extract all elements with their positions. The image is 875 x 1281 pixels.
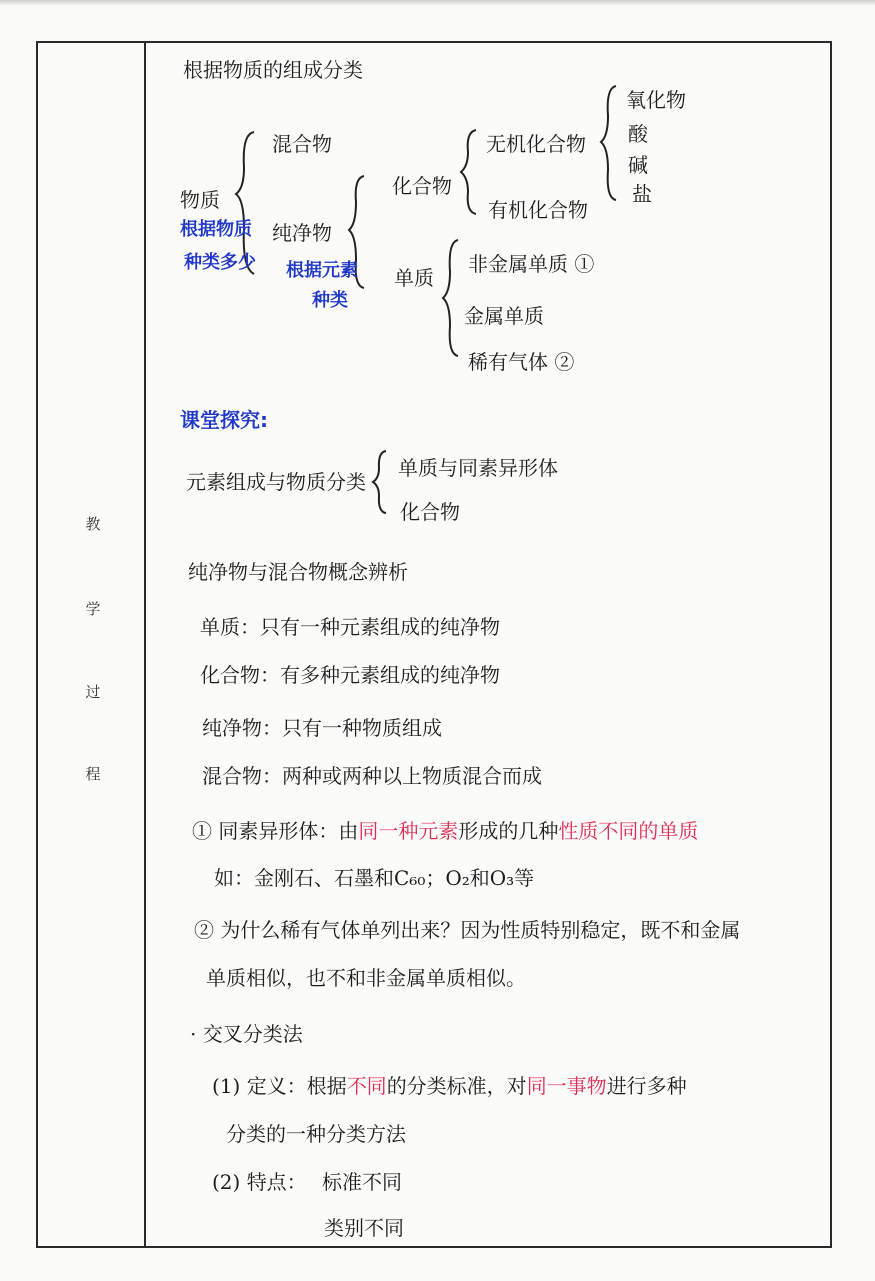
lesson-table — [36, 41, 832, 1248]
allotrope-prefix: ① 同素异形体：由 — [192, 819, 359, 843]
classify-item: 单质与同素异形体 — [398, 456, 558, 480]
explore-heading: 课堂探究: — [180, 408, 268, 432]
side-label-char: 过 — [85, 683, 101, 701]
pure-note-line: 种类 — [312, 290, 348, 311]
def-highlight: 不同 — [346, 1074, 387, 1098]
salt-label: 盐 — [632, 182, 652, 206]
nonmetal-element-label: 非金属单质 ① — [468, 252, 595, 276]
side-label-char: 教 — [85, 515, 101, 533]
cross-feature-line: 标准不同 — [322, 1170, 402, 1194]
allotrope-note — [192, 815, 698, 844]
side-label-char: 学 — [85, 600, 101, 618]
matter-label: 物质 — [180, 188, 220, 212]
concepts-heading: 纯净物与混合物概念辨析 — [188, 560, 408, 584]
allotrope-highlight: 同一种元素 — [358, 819, 459, 843]
acid-label: 酸 — [628, 122, 648, 146]
pure-label: 纯净物 — [272, 221, 332, 245]
def-mid: 的分类标准，对 — [386, 1074, 527, 1098]
concept-line: 纯净物：只有一种物质组成 — [202, 716, 442, 740]
def-prefix: (1) 定义：根据 — [212, 1074, 347, 1098]
noble-gas-note-line: 单质相似，也不和非金属单质相似。 — [206, 966, 526, 990]
base-label: 碱 — [628, 153, 648, 177]
def-highlight: 同一事物 — [526, 1074, 607, 1098]
brace-inorganic — [598, 82, 624, 204]
page-top-shadow — [0, 0, 875, 6]
tree-title: 根据物质的组成分类 — [183, 58, 363, 82]
def-suffix: 进行多种 — [606, 1074, 687, 1098]
brace-classify — [370, 448, 392, 516]
cross-heading: · 交叉分类法 — [190, 1022, 303, 1046]
allotrope-example: 如：金刚石、石墨和C₆₀；O₂和O₃等 — [214, 866, 535, 890]
allotrope-highlight: 性质不同的单质 — [558, 819, 699, 843]
compound-label: 化合物 — [392, 174, 452, 198]
allotrope-mid: 形成的几种 — [458, 819, 559, 843]
side-label-column — [38, 43, 146, 1246]
mixture-label: 混合物 — [272, 132, 332, 156]
concept-line: 混合物：两种或两种以上物质混合而成 — [202, 764, 542, 788]
classify-label: 元素组成与物质分类 — [186, 470, 366, 494]
cross-definition — [212, 1070, 687, 1099]
element-label: 单质 — [394, 266, 434, 290]
cross-feature-label: (2) 特点： — [212, 1170, 307, 1194]
noble-gas-note-line: ② 为什么稀有气体单列出来？因为性质特别稳定，既不和金属 — [194, 918, 741, 942]
noble-gas-label: 稀有气体 ② — [468, 350, 575, 374]
brace-element — [440, 236, 466, 360]
side-label-char: 程 — [85, 765, 101, 783]
cross-definition-line2: 分类的一种分类方法 — [226, 1122, 406, 1146]
brace-compound — [458, 126, 484, 218]
organic-compound-label: 有机化合物 — [488, 198, 588, 222]
root-note-line: 根据物质 — [180, 219, 252, 240]
pure-note-line: 根据元素 — [286, 260, 358, 281]
concept-line: 化合物：有多种元素组成的纯净物 — [200, 663, 500, 687]
oxide-label: 氧化物 — [626, 88, 686, 112]
metal-element-label: 金属单质 — [464, 304, 544, 328]
cross-feature-line: 类别不同 — [324, 1216, 404, 1240]
concept-line: 单质：只有一种元素组成的纯净物 — [200, 615, 500, 639]
classify-item: 化合物 — [400, 500, 460, 524]
root-note-line: 种类多少 — [184, 252, 256, 273]
inorganic-compound-label: 无机化合物 — [486, 132, 586, 156]
